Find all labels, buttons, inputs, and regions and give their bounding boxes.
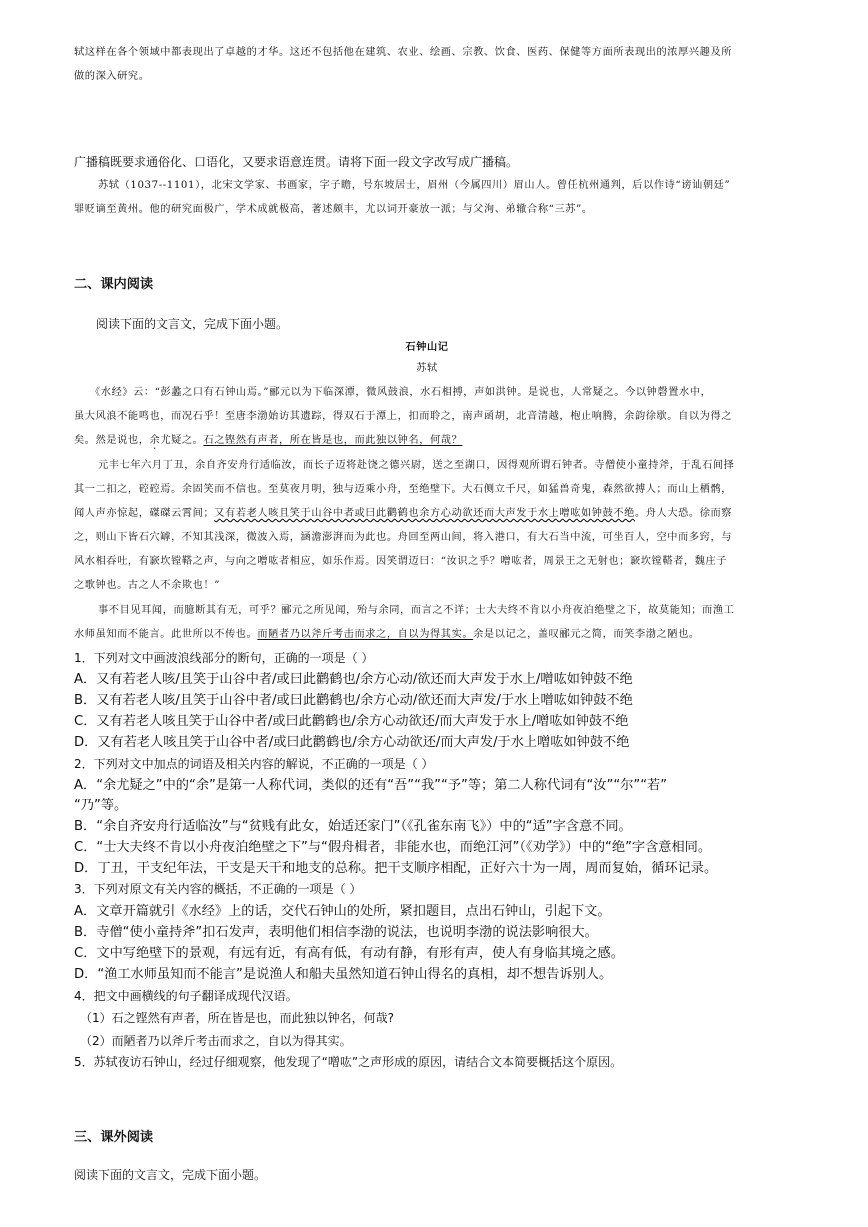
passage-p2-line-2: 其一二扣之，硿硿焉。余固笑而不信也。至莫夜月明，独与迈乘小舟，至绝壁下。大石侧立千尺，如猛兽奇鬼，森然欲搏人；而山上栖鹘，: [74, 484, 733, 495]
q4-item-2: （2）而陋者乃以斧斤考击而求之，自以为得其实。: [80, 1034, 352, 1048]
passage-author: 苏轼: [416, 363, 438, 374]
q4-item-1: （1）石之铿然有声者，所在皆是也，而此独以钟名，何哉?: [80, 1011, 395, 1025]
q3-option-d[interactable]: D．“渔工水师虽知而不能言”是说渔人和船夫虽然知道石钟山得名的真相，却不想告诉别人。: [74, 967, 613, 982]
passage-p2-line-5: 风水相吞吐，有窾坎镗鞳之声，与向之噌吰者相应，如乐作焉。因笑谓迈曰：“汝识之乎？噌吰者，周景王之无射也；窾坎镗鞳者，魏庄子: [74, 556, 728, 567]
section-heading-3: 三、课外阅读: [74, 1130, 154, 1145]
passage-p1-line-3: 矣。然是说也，余尤疑之。石之铿然有声者，所在皆是也，而此独以钟名，何哉？: [74, 435, 463, 446]
q1-option-d[interactable]: D．又有若老人咳且笑于山谷中者/或曰此鹳鹤也/余方心动欲还/而大声发/于水上噌吰如钟鼓不绝: [74, 735, 630, 750]
q1-option-b[interactable]: B．又有若老人咳/且笑于山谷中者/或曰此鹳鹤也/余方心动/欲还而大声发/于水上噌吰如钟鼓不绝: [74, 693, 633, 708]
section-3-instruction: 阅读下面的文言文，完成下面小题。: [74, 1168, 267, 1182]
intro-line-2: 做的深入研究。: [74, 71, 150, 82]
intro-line-1: 轼这样在各个领域中都表现出了卓越的才华。这还不包括他在建筑、农业、绘画、宗教、饮食、医药、保健等方面所表现出的浓厚兴趣及所: [74, 47, 733, 58]
passage-p2-line-3: 闻人声亦惊起，磔磔云霄间；又有若老人咳且笑于山谷中者或曰此鹳鹤也余方心动欲还而大声发于水上噌吰如钟鼓不绝。舟人大恐。徐而察: [74, 508, 733, 519]
passage-p1-line-2: 虽大风浪不能鸣也，而况石乎！至唐李渤始访其遗踪，得双石于潭上，扣而聆之，南声函胡，北音清越，枹止响腾，余韵徐歇。自以为得之: [74, 411, 733, 422]
broadcast-prompt: 广播稿既要求通俗化、口语化，又要求语意连贯。请将下面一段文字改写成广播稿。: [74, 155, 519, 169]
question-5-stem: 5．苏轼夜访石钟山，经过仔细观察，他发现了“噌吰”之声形成的原因，请结合文本简要概括这个原因。: [74, 1055, 623, 1069]
q1-option-c[interactable]: C．又有若老人咳且笑于山谷中者/或曰此鹳鹤也/余方心动欲还/而大声发于水上/噌吰如钟鼓不绝: [74, 714, 629, 729]
q3-option-c[interactable]: C．文中写绝壁下的景观，有远有近，有高有低，有动有静，有形有声，使人有身临其境之感。: [74, 946, 624, 961]
question-2-stem: 2．下列对文中加点的词语及相关内容的解说，不正确的一项是（ ）: [74, 757, 434, 771]
section-heading-2: 二、课内阅读: [74, 277, 154, 292]
underlined-sentence-2: 而陋者乃以斧斤考击而求之，自以为得其实。: [257, 629, 474, 640]
passage-p2-line-4: 之，则山下皆石穴罅，不知其浅深，微波入焉，涵澹澎湃而为此也。舟回至两山间，将入港口，有大石当中流，可坐百人，空中而多窍，与: [74, 532, 733, 543]
q2-option-d[interactable]: D．丁丑，干支纪年法，干支是天干和地支的总称。把干支顺序相配，正好六十为一周，周而复始，循环记录。: [74, 861, 718, 876]
question-3-stem: 3．下列对原文有关内容的概括，不正确的一项是（ ）: [74, 882, 362, 896]
q3-option-b[interactable]: B．寺僧“使小童持斧”扣石发声，表明他们相信李渤的说法，也说明李渤的说法影响很大。: [74, 925, 598, 940]
broadcast-para-line-1: 苏轼（1037--1101），北宋文学家、书画家，字子瞻，号东坡居士，眉州（今属四川）眉山人。曾任杭州通判，后以作诗“谤讪朝廷”: [98, 180, 731, 191]
q2-option-a[interactable]: A．“余尤疑之”中的“余”是第一人称代词，类似的还有“吾”“我”“予”等；第二人称代词有“汝”“尔”“若”: [74, 778, 668, 793]
broadcast-para-line-2: 罪贬谪至黄州。他的研究面极广，学术成就极高，著述颇丰，尤以词开豪放一派；与父洵、弟辙合称“三苏”。: [74, 204, 593, 215]
wavy-underlined-passage: 又有若老人咳且笑于山谷中者或曰此鹳鹤也余方心动欲还而大声发于水上噌吰如钟鼓不绝: [214, 508, 635, 519]
passage-p3-line-1: 事不目见耳闻，而臆断其有无，可乎？郦元之所见闻，殆与余同，而言之不详；士大夫终不肯以小舟夜泊绝壁之下，故莫能知；而渔工: [98, 605, 735, 616]
q2-option-b[interactable]: B．“余自齐安舟行适临汝”与“贫贱有此女，始适还家门”（《孔雀东南飞》）中的“适”字含意不同。: [74, 819, 632, 834]
q1-option-a[interactable]: A．又有若老人咳/且笑于山谷中者/或曰此鹳鹤也/余方心动/欲还而大声发于水上/噌吰如钟鼓不绝: [74, 672, 633, 687]
q2-option-c[interactable]: C．“士大夫终不肯以小舟夜泊绝壁之下”与“假舟楫者，非能水也，而绝江河”（《劝学》）中的“绝”字含意相同。: [74, 840, 712, 855]
question-1-stem: 1．下列对文中画波浪线部分的断句，正确的一项是（ ）: [74, 651, 374, 665]
q2-option-a-cont: “乃”等。: [74, 798, 128, 813]
underlined-sentence-1: 石之铿然有声者，所在皆是也，而此独以钟名，何哉？: [203, 435, 463, 446]
q3-option-a[interactable]: A．文章开篇就引《水经》上的话，交代石钟山的处所，紧扣题目，点出石钟山，引起下文。: [74, 904, 611, 919]
passage-p3-line-2: 水师虽知而不能言。此世所以不传也。而陋者乃以斧斤考击而求之，自以为得其实。余是以记之，盖叹郦元之简，而笑李渤之陋也。: [74, 629, 700, 640]
passage-title: 石钟山记: [405, 341, 449, 353]
passage-p2-line-6: 之歌钟也。古之人不余欺也！”: [74, 580, 221, 591]
passage-p1-line-1: 《水经》云：“彭蠡之口有石钟山焉。”郦元以为下临深潭，微风鼓浪，水石相搏，声如洪钟。是说也，人常疑之。今以钟磬置水中，: [90, 387, 712, 398]
dotted-word-yu: 余: [149, 435, 161, 446]
question-4-stem: 4．把文中画横线的句子翻译成现代汉语。: [74, 989, 298, 1003]
passage-p2-line-1: 元丰七年六月丁丑，余自齐安舟行适临汝，而长子迈将赴饶之德兴尉，送之至湖口，因得观所谓石钟者。寺僧使小童持斧，于乱石间择: [98, 460, 735, 471]
section-2-instruction: 阅读下面的文言文，完成下面小题。: [96, 317, 289, 331]
